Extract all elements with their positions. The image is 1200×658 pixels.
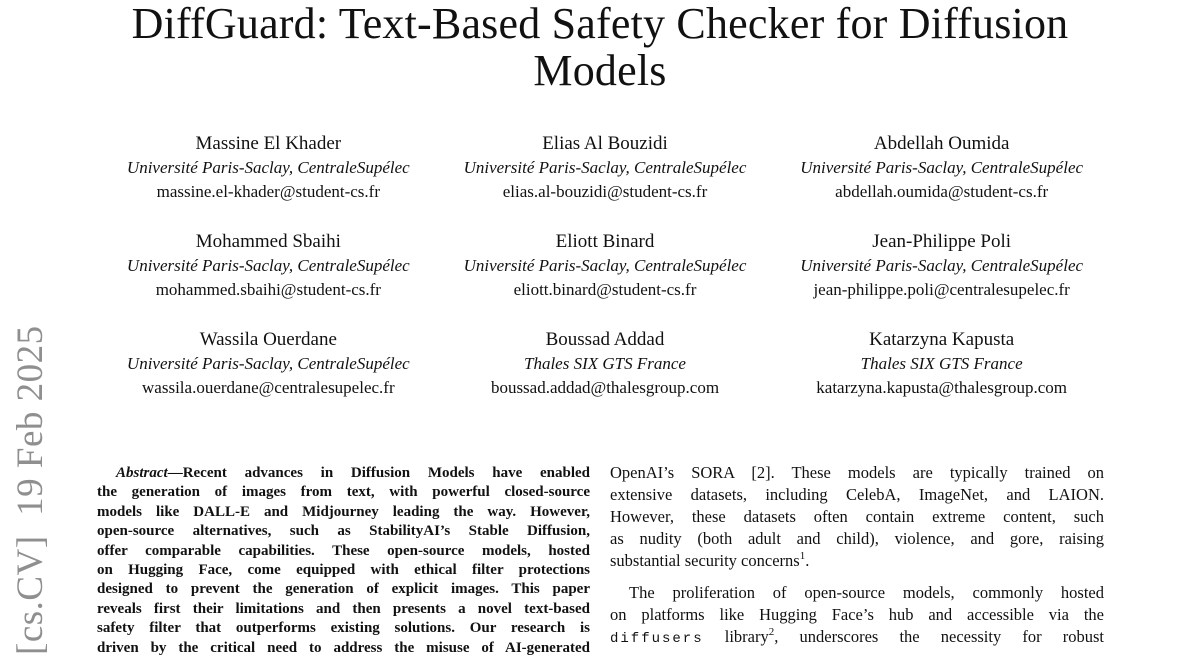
author-name: Eliott Binard (555, 231, 655, 252)
text-line (610, 626, 1104, 650)
author-name: Mohammed Sbaihi (195, 231, 341, 252)
text-line: offer comparable capabilities. These open-source models, hosted (97, 542, 590, 559)
author-affiliation: Université Paris-Saclay, CentraleSupélec (126, 256, 410, 275)
paragraph (610, 462, 1104, 572)
author-email: jean-philippe.poli@centralesupelec.fr (813, 280, 1070, 299)
author-block (100, 328, 437, 400)
author-email: eliott.binard@student-cs.fr (513, 280, 697, 299)
author-affiliation: Université Paris-Saclay, CentraleSupélec (800, 256, 1084, 275)
author-affiliation: Université Paris-Saclay, CentraleSupélec (800, 158, 1084, 177)
text-segment: , underscores the necessity for robust (774, 627, 1104, 646)
paper-title-line-1: DiffGuard: Text-Based Safety Checker for Diffusion (131, 0, 1069, 48)
abstract-column (97, 464, 590, 658)
footnote-marker: 1 (799, 550, 806, 562)
author-affiliation: Université Paris-Saclay, CentraleSupélec (126, 158, 410, 177)
arxiv-stamp: [cs.CV] 19 Feb 2025 (10, 325, 51, 655)
text-line: OpenAI’s SORA [2]. These models are typically trained on (610, 463, 1104, 482)
author-affiliation: Université Paris-Saclay, CentraleSupélec (463, 256, 747, 275)
text-line: the generation of images from text, with powerful closed-source (97, 484, 590, 501)
author-name: Elias Al Bouzidi (542, 133, 668, 154)
text-line: However, these datasets often contain extreme content, such (610, 507, 1104, 526)
author-affiliation: Université Paris-Saclay, CentraleSupélec (126, 354, 410, 373)
author-name: Massine El Khader (195, 133, 342, 154)
paper-title-line-2: Models (533, 46, 667, 95)
text-line: on Hugging Face, come equipped with ethical filter protections (97, 562, 590, 579)
introduction-column (610, 462, 1104, 650)
author-email: wassila.ouerdane@centralesupelec.fr (142, 378, 395, 397)
text-line: extensive datasets, including CelebA, ImageNet, and LAION. (610, 485, 1104, 504)
paper-title (0, 0, 1200, 94)
author-block (100, 132, 437, 204)
inline-code: diffusers (610, 631, 704, 647)
text-segment: library (703, 627, 769, 646)
author-email: katarzyna.kapusta@thalesgroup.com (816, 378, 1068, 397)
text-line: open-source alternatives, such as StabilityAI’s Stable Diffusion, (97, 523, 590, 540)
text-segment: Abstract (116, 465, 168, 481)
authors-grid (100, 132, 1110, 400)
author-name: Abdellah Oumida (873, 133, 1010, 154)
author-block (773, 132, 1110, 204)
text-line: as nudity (both adult and child), violence, and gore, raising (610, 529, 1104, 548)
author-email: massine.el-khader@student-cs.fr (156, 182, 380, 201)
text-line: designed to prevent the generation of explicit images. This paper (97, 581, 590, 598)
footnote-marker: 2 (768, 626, 775, 638)
author-block (773, 230, 1110, 302)
author-name: Katarzyna Kapusta (869, 329, 1015, 350)
text-line: on platforms like Hugging Face’s hub and accessible via the (610, 605, 1104, 624)
author-block (773, 328, 1110, 400)
text-line: The proliferation of open-source models, commonly hosted (629, 583, 1104, 602)
text-line (97, 464, 590, 483)
author-email: mohammed.sbaihi@student-cs.fr (155, 280, 381, 299)
text-segment: substantial security concerns (610, 551, 800, 570)
author-affiliation: Thales SIX GTS France (524, 354, 686, 373)
paragraph (97, 464, 590, 658)
author-name: Wassila Ouerdane (199, 329, 337, 350)
paragraph (610, 582, 1104, 650)
text-line (610, 550, 1104, 572)
text-line: models like DALL-E and Midjourney leading the way. However, (97, 503, 590, 520)
author-email: boussad.addad@thalesgroup.com (490, 378, 720, 397)
text-line: safety filter that outperforms existing solutions. Our research is (97, 620, 590, 637)
author-name: Boussad Addad (545, 329, 665, 350)
author-email: abdellah.oumida@student-cs.fr (835, 182, 1049, 201)
text-line: driven by the critical need to address the misuse of AI-generated (97, 639, 590, 656)
author-email: elias.al-bouzidi@student-cs.fr (502, 182, 708, 201)
author-affiliation: Université Paris-Saclay, CentraleSupélec (463, 158, 747, 177)
author-block (437, 132, 774, 204)
author-block (437, 328, 774, 400)
text-segment: —Recent advances in Diffusion Models have enabled (167, 465, 590, 481)
text-segment: . (805, 551, 810, 570)
text-line: reveals first their limitations and then presents a novel text-based (97, 600, 590, 617)
author-block (437, 230, 774, 302)
author-block (100, 230, 437, 302)
author-affiliation: Thales SIX GTS France (860, 354, 1023, 373)
author-name: Jean-Philippe Poli (872, 231, 1012, 252)
